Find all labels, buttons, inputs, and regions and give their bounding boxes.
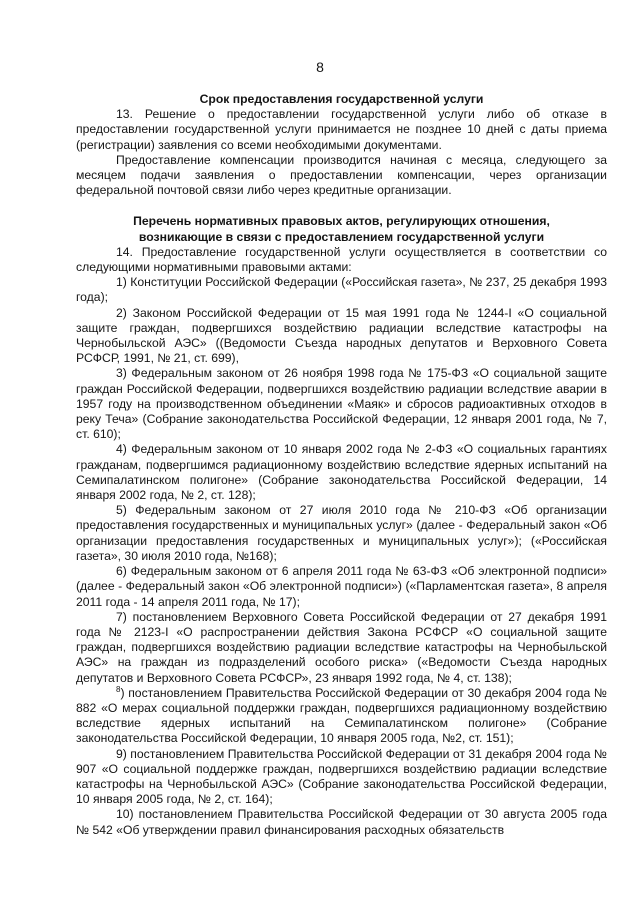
list-item-5: 5) Федеральным законом от 27 июля 2010 года № 210-ФЗ «Об организации предоставления государственных и муниципальных услуг» (далее - Федеральный закон «Об организации предоставления государственных и муниципальных услуг»); («Российская газета», 30 июля 2010 года, №168); — [76, 503, 607, 563]
list-item-8-marker: 8 — [116, 684, 121, 694]
section-heading-term: Срок предоставления государственной услуги — [199, 92, 484, 106]
section-heading-line-2: возникающие в связи с предоставлением государственной услуги — [138, 229, 545, 244]
list-item-3: 3) Федеральным законом от 26 ноября 1998 года № 175-ФЗ «О социальной защите граждан Российской Федерации, подвергшихся воздействию радиации вследствие аварии в 1957 году на производственном объединении «Маяк» и сбросов радиоактивных отходов в реку Теча» (Собрание законодательства Российской Федерации, 12 января 2001 года, № 7, ст. 610); — [76, 366, 607, 442]
paragraph-compensation: Предоставление компенсации производится начиная с месяца, следующего за месяцем подачи заявления о предоставлении компенсации, через организации федеральной почтовой связи либо через кредитные организации. — [76, 152, 607, 198]
document-body — [76, 82, 607, 838]
list-item-2: 2) Законом Российской Федерации от 15 мая 1991 года № 1244-I «О социальной защите граждан, подвергшихся воздействию радиации вследствие катастрофы на Чернобыльской АЭС» ((Ведомости Съезда народных депутатов и Верховного Совета РСФСР, 1991, № 21, ст. 699), — [76, 305, 607, 366]
list-item-8 — [76, 686, 607, 747]
list-item-7: 7) постановлением Верховного Совета Российской Федерации от 27 декабря 1991 года № 2123-I «О распространении действия Закона РСФСР «О социальной защите граждан, подвергшихся воздействию радиации вследствие катастрофы на Чернобыльской АЭС» на граждан из подразделений особого риска» («Ведомости Съезда народных депутатов и Верховного Совета РСФСР», 23 января 1992 года, № 4, ст. 138); — [76, 609, 607, 685]
section-heading-legal-acts — [76, 214, 607, 244]
list-item-4: 4) Федеральным законом от 10 января 2002 года № 2-ФЗ «О социальных гарантиях гражданам, подвергшимся радиационному воздействию вследствие ядерных испытаний на Семипалатинском полигоне» (Собрание законодательства Российской Федерации, 14 января 2002 года, № 2, ст. 128); — [76, 442, 607, 503]
page-number: 8 — [316, 59, 324, 75]
section-heading-line-1: Перечень нормативных правовых актов, регулирующих отношения, — [133, 214, 550, 229]
paragraph-14: 14. Предоставление государственной услуги осуществляется в соответствии со следующими нормативными правовыми актами: — [76, 244, 607, 275]
list-item-8-text: ) постановлением Правительства Российской Федерации от 30 декабря 2004 года № 882 «О мерах социальной поддержки граждан, подвергшихся радиационному воздействию вследствие ядерных испытаний на Семипалатинском полигоне» (Собрание законодательства Российской Федерации, 10 января 2005 года, №2, ст. 151); — [76, 685, 607, 746]
list-item-6: 6) Федеральным законом от 6 апреля 2011 года № 63-ФЗ «Об электронной подписи» (далее - Федеральный закон «Об электронной подписи») («Парламентская газета», 8 апреля 2011 года - 14 апреля 2011 года, № 17); — [76, 564, 607, 609]
list-item-9: 9) постановлением Правительства Российской Федерации от 31 декабря 2004 года № 907 «О социальной поддержке граждан, подвергшихся воздействию радиации вследствие катастрофы на Чернобыльской АЭС» (Собрание законодательства Российской Федерации, 10 января 2005 года, № 2, ст. 164); — [76, 746, 607, 807]
list-item-1: 1) Конституции Российской Федерации («Российская газета», № 237, 25 декабря 1993 года); — [76, 275, 607, 305]
list-item-10: 10) постановлением Правительства Российской Федерации от 30 августа 2005 года № 542 «Об утверждении правил финансирования расходных обязательств — [76, 807, 607, 837]
paragraph-13: 13. Решение о предоставлении государственной услуги либо об отказе в предоставлении государственной услуги принимается не позднее 10 дней с даты приема (регистрации) заявления со всеми необходимыми документами. — [76, 107, 607, 152]
